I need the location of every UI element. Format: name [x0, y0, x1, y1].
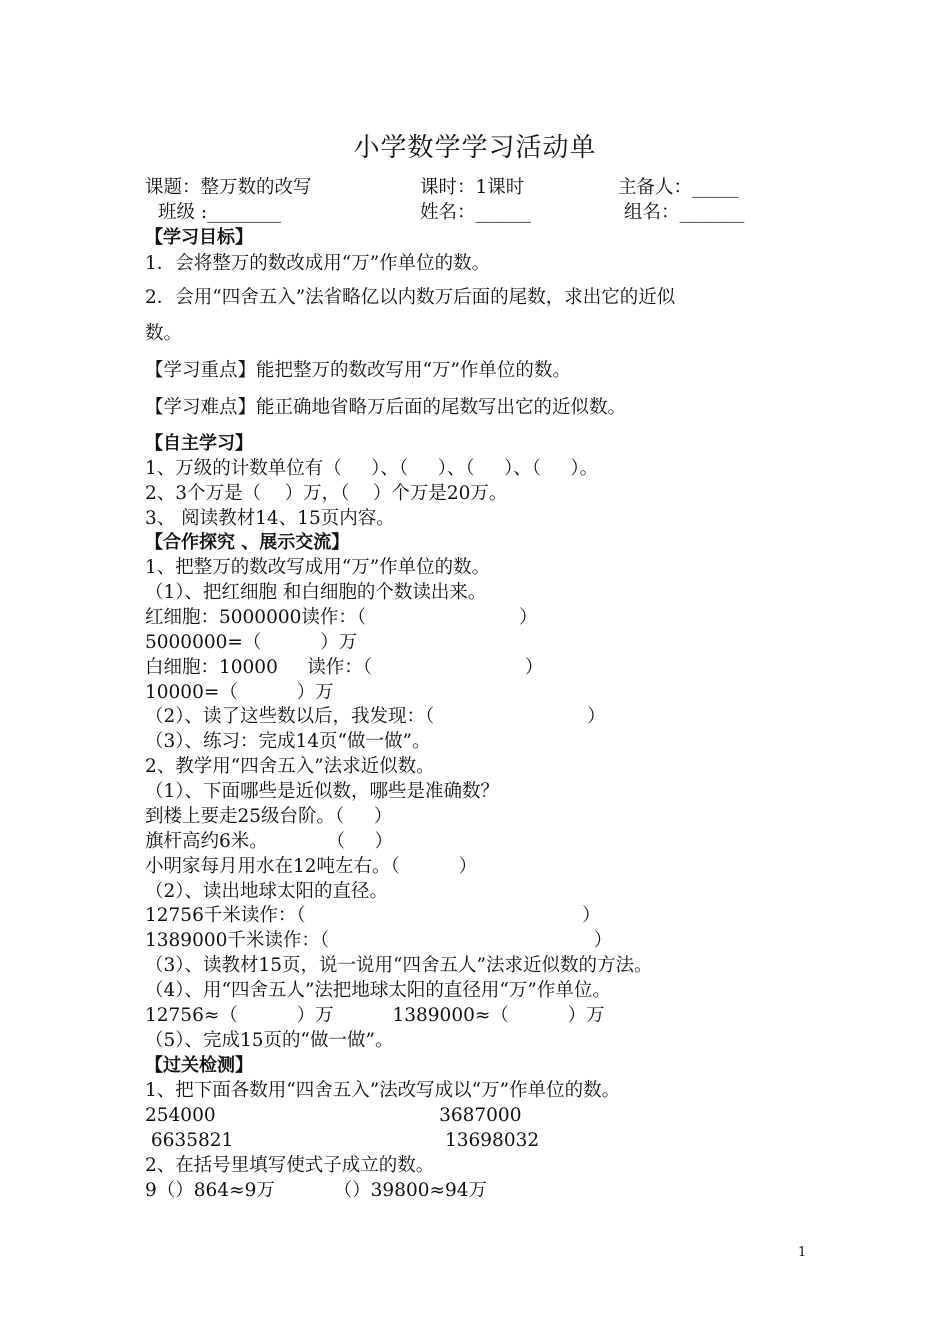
- difficulty-point: 【学习难点】能正确地省略万后面的尾数写出它的近似数。: [145, 397, 627, 418]
- cooperate-line: （4）、用“四舍五人”法把地球太阳的直径用“万”作单位。: [145, 980, 611, 1001]
- objective-item: 1．会将整万的数改成用“万”作单位的数。: [145, 253, 491, 274]
- cooperate-line: 2、教学用“四舍五入”法求近似数。: [145, 756, 435, 777]
- check-heading: 【过关检测】: [145, 1055, 253, 1076]
- cooperate-line: 12756千米读作：（ ）: [145, 905, 601, 926]
- check-line: 254000 3687000: [145, 1105, 522, 1126]
- cooperate-line: （1）、下面哪些是近似数，哪些是准确数？: [145, 781, 500, 802]
- check-line: 9（）864≈9万 （）39800≈94万: [145, 1180, 488, 1201]
- cooperate-line: 12756≈（ ）万 1389000≈（ ）万: [145, 1005, 605, 1026]
- objective-item-continued: 数。: [145, 323, 183, 344]
- cooperate-line: 10000=（ ）万: [145, 682, 334, 703]
- cooperate-line: 到楼上要走25级台阶。（ ）: [145, 806, 393, 827]
- cooperate-line: 1、把整万的数改写成用“万”作单位的数。: [145, 557, 491, 578]
- check-line: 6635821 13698032: [145, 1130, 540, 1151]
- cooperate-heading: 【合作探究 、展示交流】: [145, 532, 350, 553]
- self-study-question: 2、3个万是（ ）万，（ ）个万是20万。: [145, 483, 508, 504]
- preparer-label: 主备人：_____: [618, 177, 739, 198]
- self-study-heading: 【自主学习】: [145, 433, 253, 454]
- cooperate-line: 白细胞：10000 读作：（ ）: [145, 657, 544, 678]
- page-title: 小学数学学习活动单: [353, 133, 597, 163]
- cooperate-line: （2）、读了这些数以后，我发现：（ ）: [145, 706, 606, 727]
- cooperate-line: （1）、把红细胞 和白细胞的个数读出来。: [145, 582, 487, 603]
- cooperate-line: （2）、读出地球太阳的直径。: [145, 881, 389, 902]
- self-study-question: 1、万级的计数单位有（ ）、（ ）、（ ）、（ ）。: [145, 458, 599, 479]
- cooperate-line: 小明家每月用水在12吨左右。（ ）: [145, 856, 478, 877]
- cooperate-line: （3）、读教材15页，说一说用“四舍五人”法求近似数的方法。: [145, 955, 653, 976]
- hours-label: 课时：1课时: [420, 177, 525, 198]
- self-study-question: 3、 阅读教材14、15页内容。: [145, 508, 395, 529]
- cooperate-line: （3）、练习：完成14页“做一做”。: [145, 731, 431, 752]
- topic-label: 课题：整万数的改写: [145, 177, 312, 198]
- check-line: 2、在括号里填写使式子成立的数。: [145, 1155, 435, 1176]
- objective-item: 2．会用“四舍五入”法省略亿以内数万后面的尾数，求出它的近似: [145, 287, 676, 308]
- page-number: 1: [798, 1245, 807, 1260]
- cooperate-line: 5000000=（ ）万: [145, 632, 358, 653]
- cooperate-line: 1389000千米读作：（ ）: [145, 930, 613, 951]
- cooperate-line: 旗杆高约6米。 （ ）: [145, 831, 393, 852]
- objectives-heading: 【学习目标】: [145, 227, 253, 248]
- group-label: 组名：_______: [624, 202, 745, 223]
- cooperate-line: （5）、完成15页的“做一做”。: [145, 1030, 394, 1051]
- key-point: 【学习重点】能把整万的数改写用“万”作单位的数。: [145, 360, 571, 381]
- check-line: 1、把下面各数用“四舍五入”法改写成以“万”作单位的数。: [145, 1080, 621, 1101]
- class-label: 班级 :________: [158, 202, 282, 223]
- name-label: 姓名：______: [420, 202, 532, 223]
- cooperate-line: 红细胞：5000000读作：（ ）: [145, 607, 538, 628]
